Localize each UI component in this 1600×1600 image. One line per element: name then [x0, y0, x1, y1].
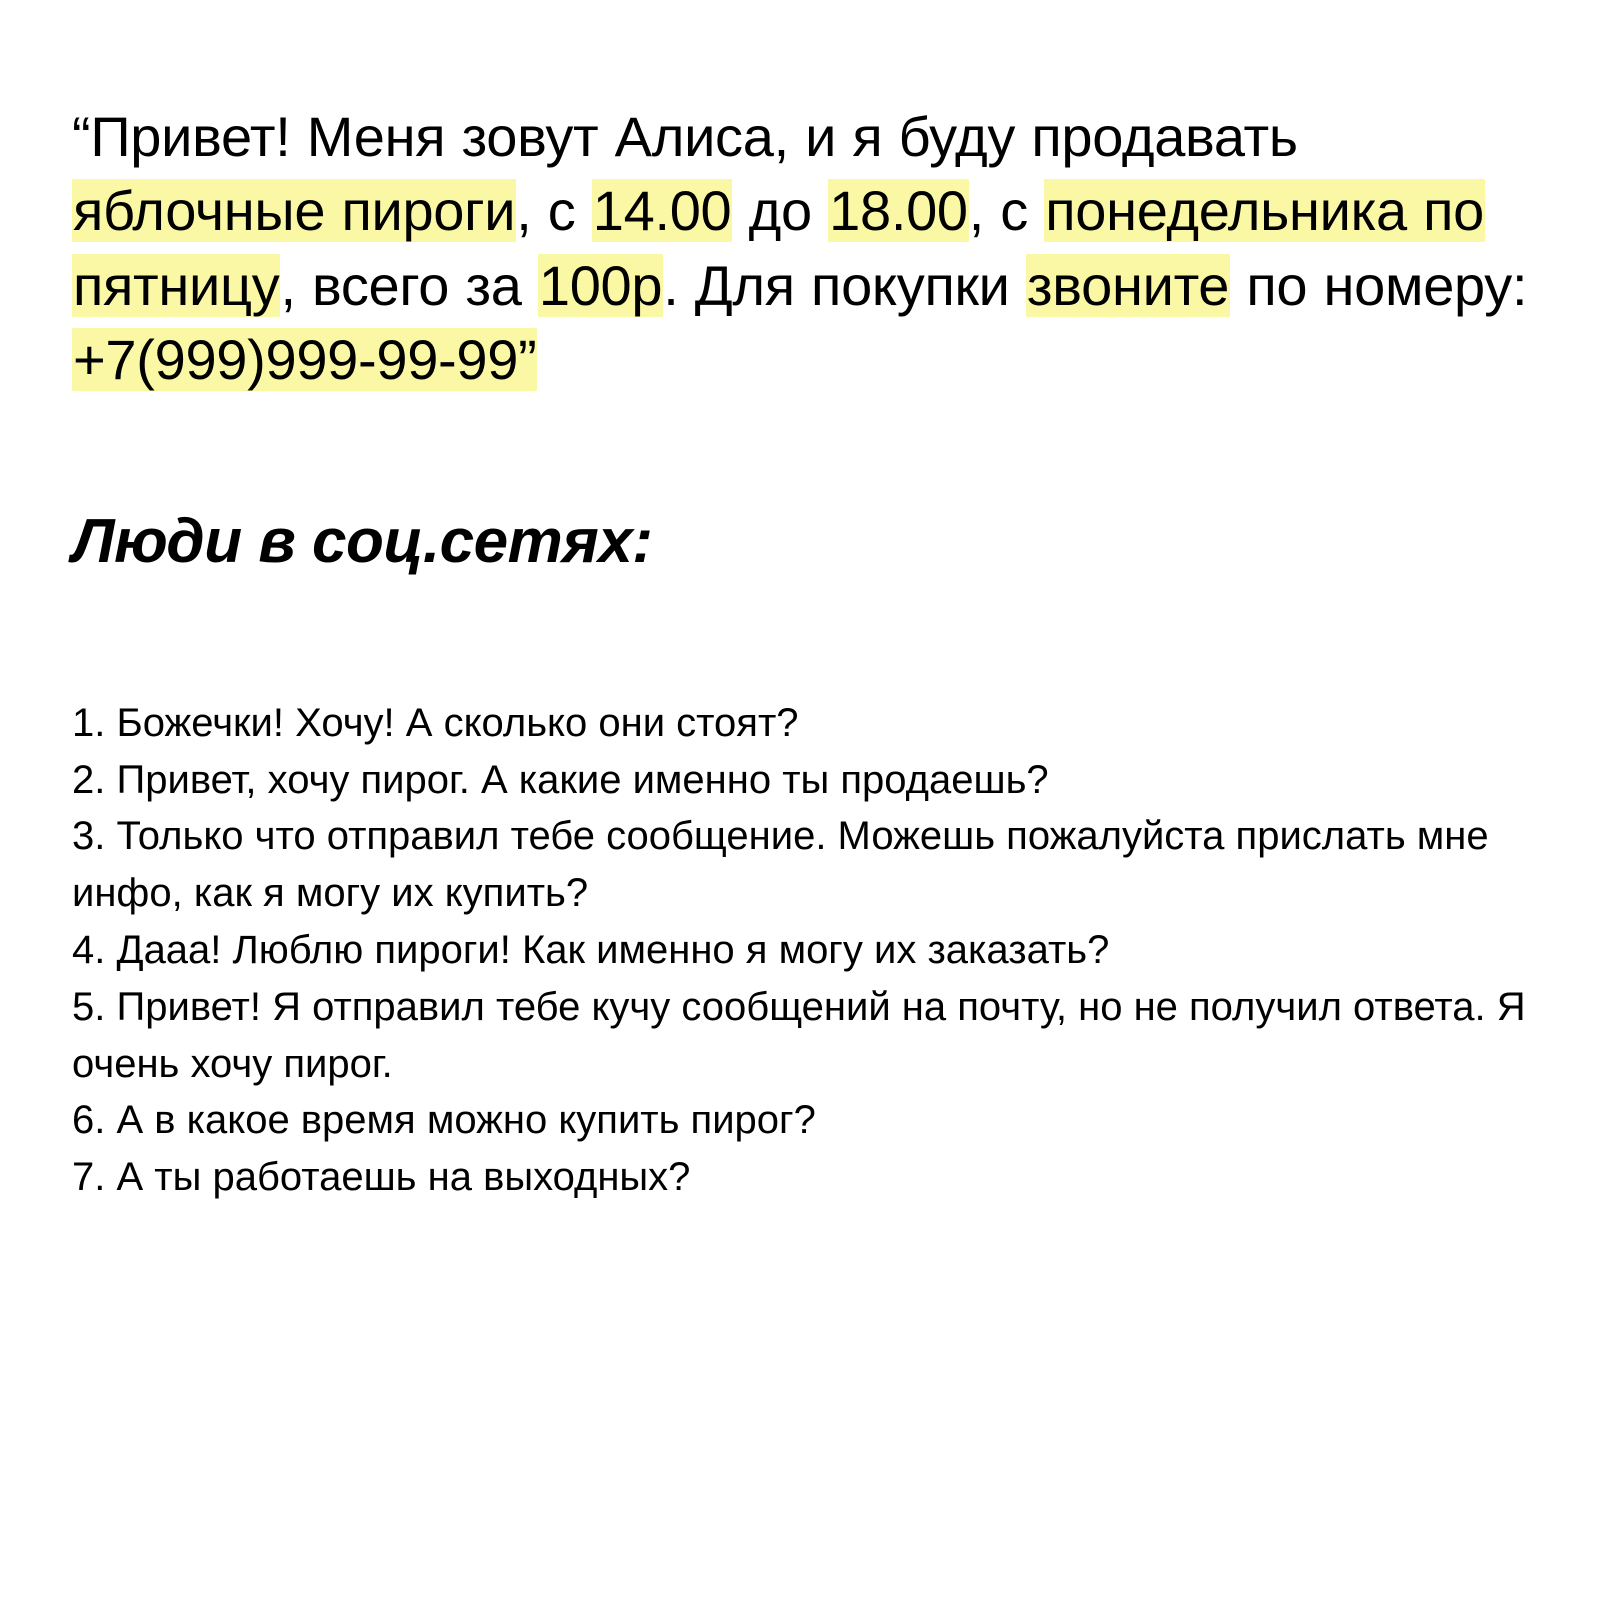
- comment-item: 1. Божечки! Хочу! А сколько они стоят?: [72, 700, 799, 745]
- highlighted-text: звоните: [1026, 253, 1230, 317]
- highlighted-text: 14.00: [592, 179, 732, 243]
- plain-text: по номеру:: [1230, 253, 1528, 317]
- comment-item: 4. Дааа! Люблю пироги! Как именно я могу их заказать?: [72, 928, 1110, 973]
- comment-item: 2. Привет, хочу пирог. А какие именно ты продаешь?: [72, 757, 1049, 802]
- section-heading: Люди в соц.сетях:: [72, 506, 653, 576]
- comment-item: 7. А ты работаешь на выходных?: [72, 1155, 691, 1200]
- highlighted-text: 18.00: [829, 179, 968, 243]
- plain-text: , с: [968, 179, 1045, 243]
- plain-text: , с: [516, 179, 592, 243]
- plain-text: “Привет! Меня зовут Алиса, и я буду продавать: [72, 105, 1298, 168]
- highlighted-text: 100р: [538, 253, 663, 317]
- comment-item: 3. Только что отправил тебе сообщение. Можешь пожалуйста прислать мне инфо, как я могу их купить?: [72, 814, 1489, 916]
- intro-quote-paragraph: [72, 100, 1528, 398]
- highlighted-text: +7(999)999-99-99”: [73, 328, 537, 392]
- comment-item: 5. Привет! Я отправил тебе кучу сообщений на почту, но не получил ответа. Я очень хочу пирог.: [72, 984, 1526, 1086]
- highlighted-text: яблочные пироги: [73, 179, 516, 243]
- plain-text: , всего за: [280, 253, 538, 317]
- comments-list: [72, 695, 1528, 1206]
- comment-item: 6. А в какое время можно купить пирог?: [72, 1098, 816, 1143]
- highlighted-text: понедельника по пятницу: [73, 179, 1484, 317]
- plain-text: до: [732, 179, 829, 243]
- plain-text: . Для покупки: [663, 253, 1026, 317]
